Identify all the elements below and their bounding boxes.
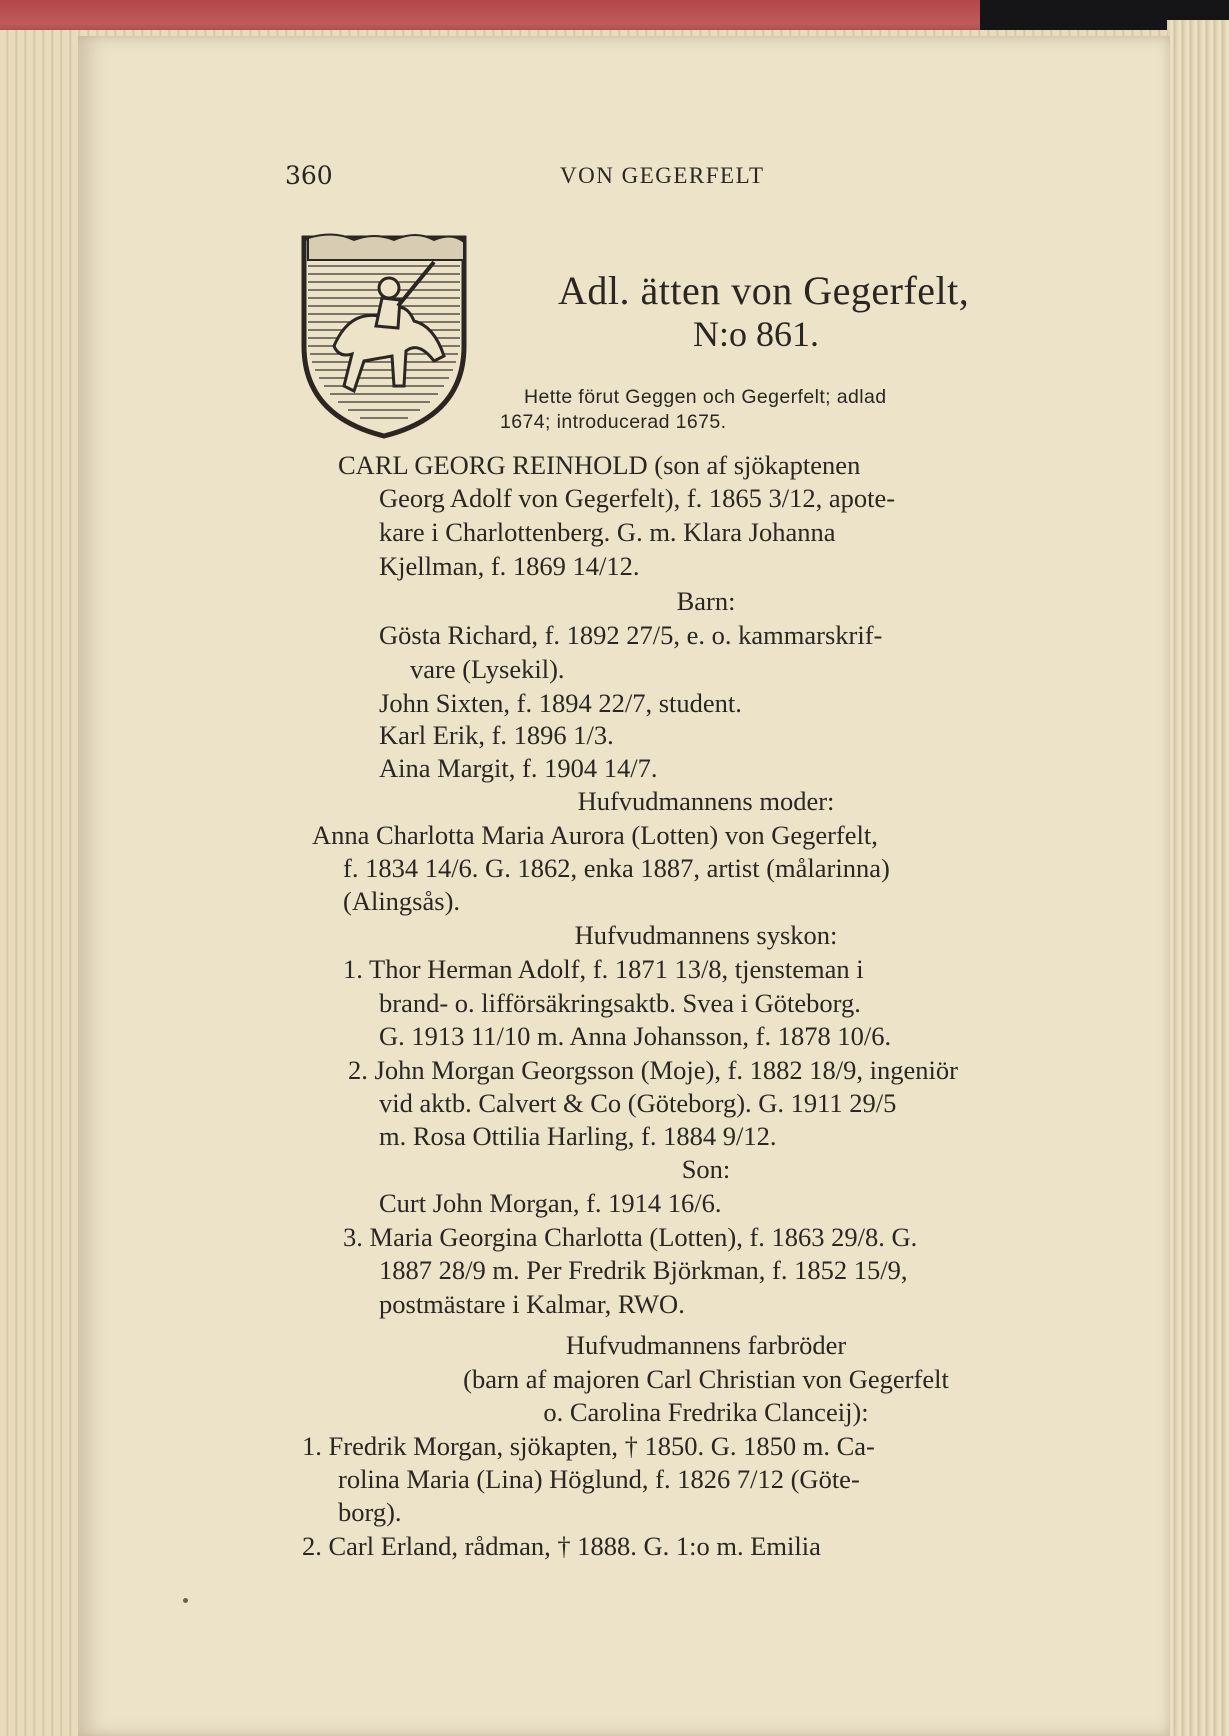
text-line: CARL GEORG REINHOLD (son af sjökaptenen: [338, 450, 861, 480]
text-line: brand- o. lifförsäkringsaktb. Svea i Göteborg.: [379, 988, 861, 1018]
text-line: m. Rosa Ottilia Harling, f. 1884 9/12.: [379, 1121, 777, 1151]
page-number: 360: [285, 161, 333, 190]
section-heading: Hufvudmannens syskon:: [574, 920, 838, 950]
page-speck: [183, 1598, 188, 1603]
section-heading: Hufvudmannens moder:: [577, 786, 835, 816]
family-title: Adl. ätten von Gegerfelt,: [558, 268, 970, 313]
section-heading: Hufvudmannens farbröder: [565, 1330, 847, 1360]
text-line: (Alingsås).: [343, 886, 461, 916]
family-note-line-1: Hette förut Geggen och Gegerfelt; adlad: [524, 386, 887, 408]
text-line: vare (Lysekil).: [410, 654, 565, 684]
page-edges-right: [1167, 20, 1229, 1736]
text-line: Curt John Morgan, f. 1914 16/6.: [379, 1188, 722, 1218]
text-line: Anna Charlotta Maria Aurora (Lotten) von Gegerfelt,: [312, 820, 878, 850]
section-heading: Barn:: [676, 586, 736, 616]
text-line: Karl Erik, f. 1896 1/3.: [379, 720, 614, 750]
text-line: borg).: [338, 1497, 402, 1527]
section-subheading: (barn af majoren Carl Christian von Gegerfelt: [463, 1364, 949, 1394]
text-line: 1. Thor Herman Adolf, f. 1871 13/8, tjensteman i: [343, 954, 864, 984]
family-number: N:o 861.: [693, 314, 819, 354]
coat-of-arms-icon: [294, 226, 474, 440]
text-line: 2. John Morgan Georgsson (Moje), f. 1882 18/9, ingeniör: [348, 1055, 958, 1085]
text-line: Georg Adolf von Gegerfelt), f. 1865 3/12, apote-: [379, 483, 896, 513]
text-line: 3. Maria Georgina Charlotta (Lotten), f. 1863 29/8. G.: [343, 1222, 918, 1252]
text-line: 2. Carl Erland, rådman, † 1888. G. 1:o m. Emilia: [302, 1531, 821, 1561]
text-line: Gösta Richard, f. 1892 27/5, e. o. kammarskrif-: [379, 620, 883, 650]
section-subheading: o. Carolina Fredrika Clanceij):: [543, 1397, 869, 1427]
text-line: 1887 28/9 m. Per Fredrik Björkman, f. 1852 15/9,: [379, 1255, 908, 1285]
text-line: rolina Maria (Lina) Höglund, f. 1826 7/12 (Göte-: [338, 1464, 860, 1494]
text-line: postmästare i Kalmar, RWO.: [379, 1289, 685, 1319]
running-head: VON GEGERFELT: [560, 163, 765, 188]
text-line: Aina Margit, f. 1904 14/7.: [379, 753, 658, 783]
text-line: Kjellman, f. 1869 14/12.: [379, 551, 640, 581]
text-line: f. 1834 14/6. G. 1862, enka 1887, artist (målarinna): [343, 853, 890, 883]
text-line: vid aktb. Calvert & Co (Göteborg). G. 1911 29/5: [379, 1088, 897, 1118]
text-line: G. 1913 11/10 m. Anna Johansson, f. 1878 10/6.: [379, 1021, 892, 1051]
family-note-line-2: 1674; introducerad 1675.: [500, 411, 727, 433]
section-heading: Son:: [681, 1154, 731, 1184]
text-line: 1. Fredrik Morgan, sjökapten, † 1850. G. 1850 m. Ca-: [302, 1431, 875, 1461]
text-line: kare i Charlottenberg. G. m. Klara Johanna: [379, 517, 836, 547]
text-line: John Sixten, f. 1894 22/7, student.: [379, 688, 742, 718]
